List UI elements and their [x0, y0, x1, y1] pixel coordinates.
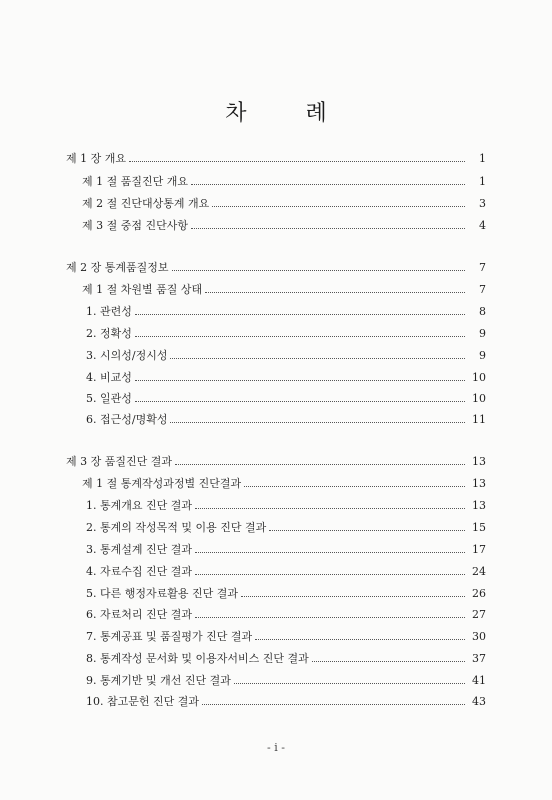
page-number-footer: - i -	[267, 741, 285, 754]
toc-item[interactable]	[86, 628, 486, 644]
toc-item[interactable]	[86, 519, 486, 535]
toc-label: 제 1 절 품질진단 개요	[82, 175, 188, 188]
dot-leader	[135, 314, 465, 315]
dot-leader	[129, 161, 465, 162]
dot-leader	[135, 380, 465, 381]
toc-page: 26	[472, 587, 486, 600]
toc-label: 2. 정확성	[86, 327, 132, 340]
dot-leader	[202, 704, 465, 705]
dot-leader	[269, 530, 465, 531]
toc-page: 10	[472, 371, 486, 384]
dot-leader	[234, 683, 465, 684]
dot-leader	[175, 464, 465, 465]
dot-leader	[195, 617, 465, 618]
dot-leader	[191, 228, 465, 229]
toc-label: 제 1 절 차원별 품질 상태	[82, 283, 203, 296]
toc-page: 9	[479, 349, 486, 362]
toc-page: 1	[479, 152, 486, 165]
toc-chapter-3[interactable]	[66, 453, 486, 469]
toc-label: 6. 자료처리 진단 결과	[86, 608, 192, 621]
toc-label: 제 2 절 진단대상통계 개요	[82, 197, 210, 210]
toc-item[interactable]	[86, 347, 486, 363]
toc-label: 8. 통계작성 문서화 및 이용자서비스 진단 결과	[86, 652, 309, 665]
toc-page: 37	[472, 652, 486, 665]
dot-leader	[212, 206, 465, 207]
toc-item[interactable]	[82, 195, 486, 211]
toc-label: 10. 참고문헌 진단 결과	[86, 695, 199, 708]
toc-page: 7	[479, 261, 486, 274]
toc-page: 10	[472, 392, 486, 405]
toc-label: 제 3 장 품질진단 결과	[66, 455, 172, 468]
toc-label: 5. 일관성	[86, 392, 132, 405]
dot-leader	[205, 292, 465, 293]
toc-page: 43	[472, 695, 486, 708]
dot-leader	[135, 401, 465, 402]
toc-page: 17	[472, 543, 486, 556]
toc-page: 30	[472, 630, 486, 643]
toc-page: 1	[479, 175, 486, 188]
toc-item[interactable]	[86, 563, 486, 579]
toc-label: 3. 통계설계 진단 결과	[86, 543, 192, 556]
toc-label: 4. 자료수집 진단 결과	[86, 565, 192, 578]
toc-label: 제 3 절 중점 진단사항	[82, 219, 188, 232]
toc-page: 24	[472, 565, 486, 578]
dot-leader	[172, 270, 466, 271]
toc-label: 제 1 장 개요	[66, 152, 126, 165]
toc-label: 4. 비교성	[86, 371, 132, 384]
toc-label: 제 1 절 통계작성과정별 진단결과	[82, 477, 242, 490]
toc-label: 6. 접근성/명확성	[86, 413, 168, 426]
dot-leader	[195, 508, 465, 509]
toc-label: 2. 통계의 작성목적 및 이용 진단 결과	[86, 521, 267, 534]
toc-item[interactable]	[86, 606, 486, 622]
toc-item[interactable]	[82, 173, 486, 189]
toc-label: 1. 관련성	[86, 305, 132, 318]
toc-page: 13	[472, 455, 486, 468]
dot-leader	[170, 422, 465, 423]
dot-leader	[195, 552, 465, 553]
toc-page: 3	[479, 197, 486, 210]
toc-page: 9	[479, 327, 486, 340]
dot-leader	[195, 574, 465, 575]
toc-page: 4	[479, 219, 486, 232]
toc-item[interactable]	[86, 672, 486, 688]
toc-page: 13	[472, 499, 486, 512]
toc-label: 5. 다른 행정자료활용 진단 결과	[86, 587, 238, 600]
toc-page: 27	[472, 608, 486, 621]
toc-item[interactable]	[82, 281, 486, 297]
dot-leader	[135, 336, 465, 337]
dot-leader	[244, 486, 465, 487]
toc-item[interactable]	[82, 475, 486, 491]
toc-item[interactable]	[86, 390, 486, 406]
dot-leader	[241, 596, 465, 597]
toc-item[interactable]	[86, 497, 486, 513]
toc-item[interactable]	[86, 585, 486, 601]
toc-page: 8	[479, 305, 486, 318]
page-title: 차 례	[225, 101, 353, 126]
toc-item[interactable]	[86, 541, 486, 557]
toc-page: 41	[472, 674, 486, 687]
dot-leader	[312, 661, 465, 662]
toc-item[interactable]	[86, 369, 486, 385]
toc-label: 1. 통계개요 진단 결과	[86, 499, 192, 512]
toc-chapter-2[interactable]	[66, 259, 486, 275]
toc-label: 제 2 장 통계품질정보	[66, 261, 169, 274]
dot-leader	[170, 358, 465, 359]
dot-leader	[255, 639, 465, 640]
toc-item[interactable]	[86, 325, 486, 341]
toc-chapter-1[interactable]	[66, 150, 486, 166]
toc-page: 7	[479, 283, 486, 296]
toc-page: 11	[472, 413, 486, 426]
toc-item[interactable]	[86, 303, 486, 319]
toc-label: 3. 시의성/정시성	[86, 349, 168, 362]
toc-page: 15	[472, 521, 486, 534]
toc-label: 9. 통계기반 및 개선 진단 결과	[86, 674, 231, 687]
toc-item[interactable]	[86, 411, 486, 427]
toc-item[interactable]	[86, 693, 486, 709]
toc-item[interactable]	[82, 217, 486, 233]
toc-label: 7. 통계공표 및 품질평가 진단 결과	[86, 630, 253, 643]
toc-item[interactable]	[86, 650, 486, 666]
toc-page: 13	[472, 477, 486, 490]
dot-leader	[191, 184, 465, 185]
